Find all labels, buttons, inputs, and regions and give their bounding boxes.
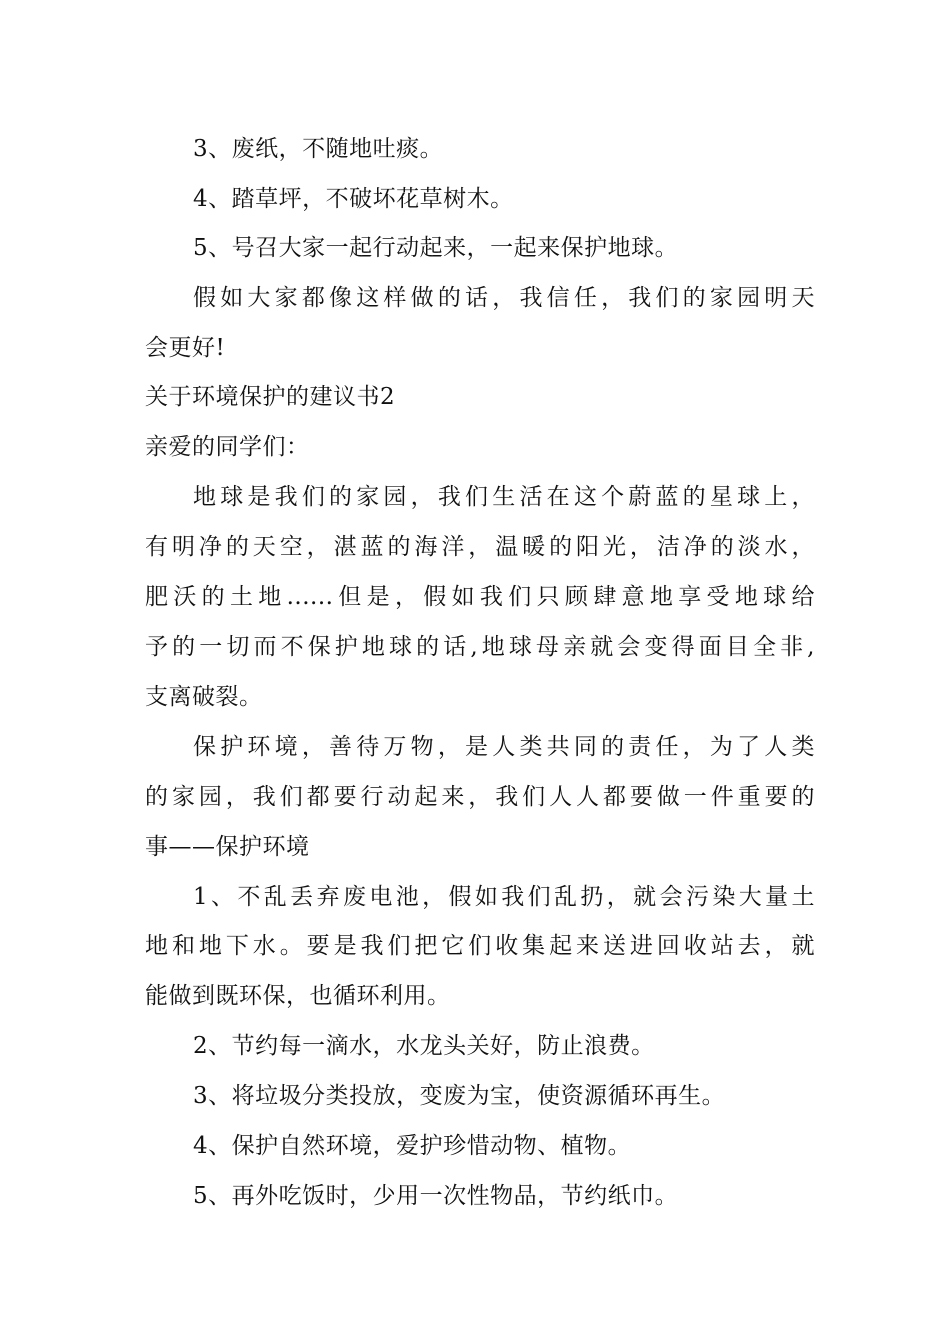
list-item: 1、不乱丢弃废电池，假如我们乱扔，就会污染大量土 — [193, 884, 815, 910]
list-item: 5、号召大家一起行动起来，一起来保护地球。 — [193, 235, 679, 261]
paragraph-line: 肥沃的土地......但是，假如我们只顾肆意地享受地球给 — [145, 584, 815, 610]
paragraph-line: 有明净的天空，湛蓝的海洋，温暖的阳光，洁净的淡水， — [145, 534, 815, 560]
paragraph-line: 地和地下水。要是我们把它们收集起来送进回收站去，就 — [145, 933, 815, 959]
list-item: 3、将垃圾分类投放，变废为宝，使资源循环再生。 — [193, 1083, 726, 1109]
paragraph-line: 地球是我们的家园，我们生活在这个蔚蓝的星球上， — [193, 484, 815, 510]
paragraph-line: 的家园，我们都要行动起来，我们人人都要做一件重要的 — [145, 784, 815, 810]
paragraph-line: 能做到既环保，也循环利用。 — [145, 983, 451, 1009]
list-item: 4、保护自然环境，爱护珍惜动物、植物。 — [193, 1133, 632, 1159]
paragraph-line: 予的一切而不保护地球的话,地球母亲就会变得面目全非, — [145, 634, 815, 660]
salutation: 亲爱的同学们： — [145, 434, 310, 460]
paragraph-line: 事——保护环境 — [145, 834, 310, 860]
paragraph-line: 会更好! — [145, 335, 226, 361]
section-title: 关于环境保护的建议书2 — [145, 384, 396, 410]
paragraph-line: 假如大家都像这样做的话，我信任，我们的家园明天 — [193, 285, 815, 311]
paragraph-line: 保护环境，善待万物，是人类共同的责任，为了人类 — [193, 734, 815, 760]
paragraph-line: 支离破裂。 — [145, 684, 263, 710]
list-item: 3、废纸，不随地吐痰。 — [193, 136, 444, 162]
list-item: 4、踏草坪，不破坏花草树木。 — [193, 186, 514, 212]
list-item: 2、节约每一滴水，水龙头关好，防止浪费。 — [193, 1033, 655, 1059]
list-item: 5、再外吃饭时，少用一次性物品，节约纸巾。 — [193, 1183, 679, 1209]
